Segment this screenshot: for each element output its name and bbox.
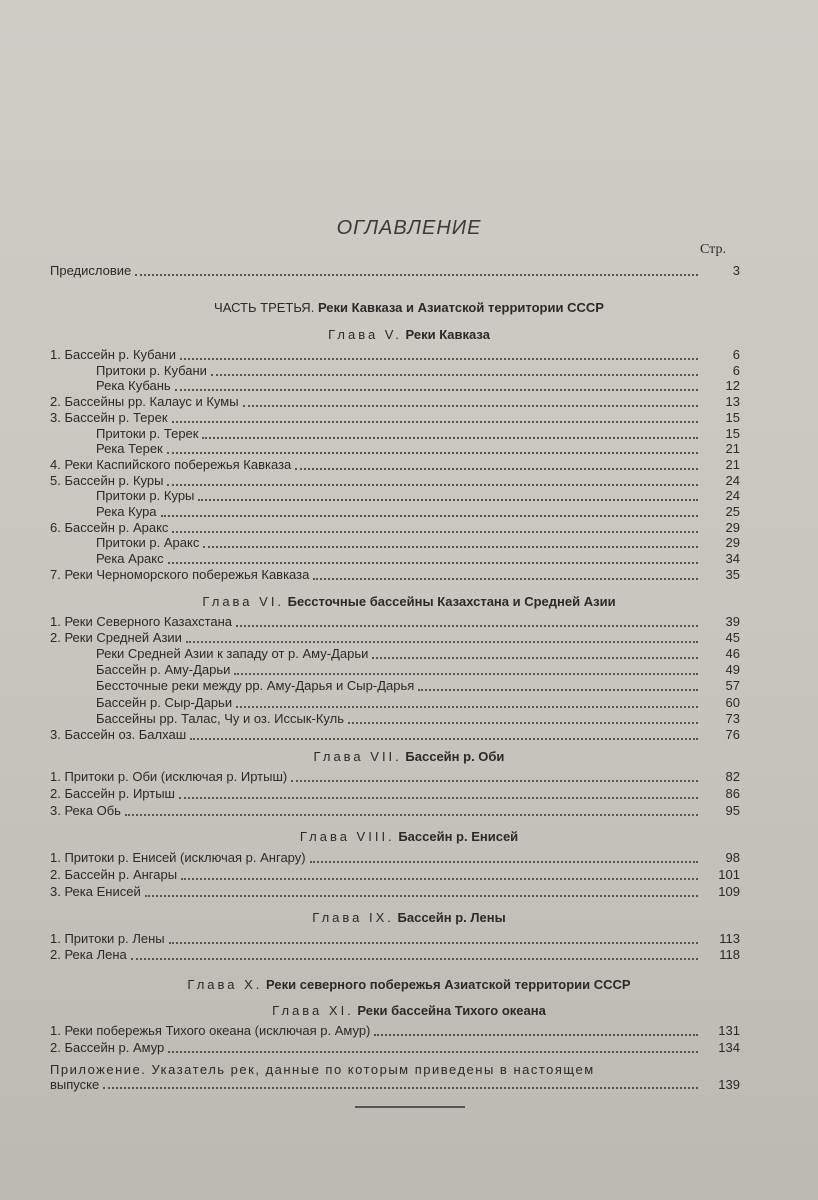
toc-entry-text: 3. Бассейн оз. Балхаш [50,727,187,742]
dot-leader [131,948,698,960]
toc-entry-text: Река Терек [96,441,163,456]
dot-leader [179,787,698,799]
toc-entry [50,614,740,630]
toc-entry-text: 4. Реки Каспийского побережья Кавказа [50,457,292,472]
toc-entry-page: 24 [725,473,740,488]
dot-leader [243,395,698,407]
toc-entry-page: 34 [725,551,740,566]
toc-entry-text: Притоки р. Кубани [96,363,207,378]
toc-entry-page: 109 [718,884,740,899]
toc-entry-page: 35 [725,567,740,582]
toc-entry [96,535,740,551]
toc-entry-text: Река Кубань [96,378,171,393]
toc-entry-page: 25 [725,504,740,519]
toc-entry-text: 3. Река Енисей [50,884,141,899]
dot-leader [168,552,698,564]
toc-entry [96,662,740,678]
toc-entry-page: 6 [732,347,740,362]
toc-entry [96,551,740,567]
toc-entry-page: 95 [725,803,740,818]
toc-entry-page: 98 [725,850,740,865]
chapter-heading: Глава VIII. Бассейн р. Енисей [299,829,519,844]
toc-entry [50,867,740,883]
toc-entry-text: Река Аракс [96,551,164,566]
dot-leader [125,804,698,816]
toc-entry-text: Бассейн р. Аму-Дарьи [96,662,231,677]
toc-entry-page: 21 [725,441,740,456]
dot-leader [198,489,698,501]
toc-entry-text: 1. Притоки р. Лены [50,931,165,946]
dot-leader [374,1024,698,1036]
toc-entry-text: 2. Бассейн р. Иртыш [50,786,175,801]
toc-entry-text: Притоки р. Терек [96,426,199,441]
toc-entry-text: 5. Бассейн р. Куры [50,473,164,488]
dot-leader [172,521,698,533]
dot-leader [175,379,698,391]
toc-entry-text: 2. Бассейн р. Ангары [50,867,178,882]
page-title: ОГЛАВЛЕНИЕ [336,217,482,239]
toc-entry [96,426,740,442]
chapter-heading: Глава IX. Бассейн р. Лены [312,910,506,925]
toc-entry-appendix: Приложение. Указатель рек, данные по которым приведены в настоящем выпуске 139 [50,1062,740,1092]
toc-entry-page: 13 [725,394,740,409]
toc-entry-text: Притоки р. Куры [96,488,195,503]
toc-entry-page: 101 [718,867,740,882]
toc-entry-text: 3. Бассейн р. Терек [50,410,168,425]
toc-entry [50,884,740,900]
toc-entry-page: 49 [725,662,740,677]
toc-entry-text: 1. Реки побережья Тихого океана (исключая р. Амур) [50,1023,371,1038]
toc-entry [96,363,740,379]
toc-entry-text: 2. Река Лена [50,947,127,962]
dot-leader [203,536,698,548]
toc-entry-text: 1. Бассейн р. Кубани [50,347,176,362]
toc-entry-text: 3. Река Обь [50,803,121,818]
toc-entry [50,947,740,963]
toc-entry [96,711,740,727]
toc-entry [50,457,740,473]
dot-leader [418,679,698,691]
toc-entry-text: Притоки р. Аракс [96,535,200,550]
dot-leader [372,647,698,659]
dot-leader [202,427,698,439]
toc-entry-page: 21 [725,457,740,472]
toc-entry-page: 134 [718,1040,740,1055]
toc-entry-text: Бассейны рр. Талас, Чу и оз. Иссык-Куль [96,711,344,726]
toc-entry [50,473,740,489]
toc-entry-preface: Предисловие 3 [50,263,740,278]
toc-entry [96,488,740,504]
toc-entry-text: Бассейн р. Сыр-Дарьи [96,695,233,710]
chapter-heading: Глава VII. Бассейн р. Оби [313,749,505,764]
toc-entry-text: Река Кура [96,504,157,519]
toc-entry [50,769,740,785]
toc-entry-text: Бессточные реки между рр. Аму-Дарья и Сыр-Дарья [96,678,415,693]
toc-entry-text: 1. Реки Северного Казахстана [50,614,233,629]
toc-entry-text: 6. Бассейн р. Аракс [50,520,169,535]
dot-leader [145,885,698,897]
dot-leader [348,712,698,724]
toc-entry-text: 2. Бассейны рр. Калаус и Кумы [50,394,239,409]
divider [355,1106,465,1108]
toc-entry [50,347,740,363]
toc-entry [96,646,740,662]
dot-leader [103,1078,698,1089]
dot-leader [167,442,698,454]
toc-entry-page: 113 [719,931,740,946]
dot-leader [168,1041,698,1053]
page-column-label: Стр. [700,242,726,257]
dot-leader [236,615,698,627]
toc-entry-page: 24 [725,488,740,503]
dot-leader [234,663,698,675]
dot-leader [291,770,698,782]
toc-entry-page: 29 [725,535,740,550]
toc-entry [50,727,740,743]
dot-leader [172,411,698,423]
toc-entry-page: 39 [725,614,740,629]
toc-entry-page: 29 [725,520,740,535]
toc-entry-page: 118 [719,947,740,962]
dot-leader [167,474,698,486]
dot-leader [236,696,698,708]
chapter-heading: Глава X. Реки северного побережья Азиатской территории СССР [187,977,631,992]
toc-entry-text: 1. Притоки р. Енисей (исключая р. Ангару) [50,850,306,865]
toc-entry [50,931,740,947]
toc-entry [96,678,740,694]
toc-entry [50,567,740,583]
toc-entry-page: 76 [725,727,740,742]
toc-entry-page: 12 [725,378,740,393]
toc-entry [50,850,740,866]
toc-entry-page: 86 [725,786,740,801]
toc-entry-text: 2. Бассейн р. Амур [50,1040,165,1055]
toc-entry-page: 15 [725,426,740,441]
toc-entry [96,441,740,457]
toc-entry-text: 7. Реки Черноморского побережья Кавказа [50,567,310,582]
toc-entry [96,695,740,711]
toc-entry [50,803,740,819]
toc-entry-page: 15 [725,410,740,425]
chapter-heading: Глава V. Реки Кавказа [328,327,490,342]
toc-entry-page: 57 [725,678,740,693]
toc-entry-text: 1. Притоки р. Оби (исключая р. Иртыш) [50,769,288,784]
toc-entry-page: 60 [725,695,740,710]
toc-entry-page: 82 [725,769,740,784]
toc-entry-text: Реки Средней Азии к западу от р. Аму-Дарьи [96,646,369,661]
toc-entry-page: 46 [725,646,740,661]
dot-leader [186,631,698,643]
dot-leader [180,348,698,360]
toc-entry-page: 73 [725,711,740,726]
dot-leader [211,364,698,376]
chapter-heading: Глава XI. Реки бассейна Тихого океана [272,1003,546,1018]
toc-entry [96,378,740,394]
toc-entry-page: 131 [718,1023,740,1038]
dot-leader [169,932,698,944]
toc-entry [50,1040,740,1056]
toc-entry [50,394,740,410]
toc-entry-page: 45 [725,630,740,645]
toc-entry [50,520,740,536]
dot-leader [295,458,698,470]
toc-entry [50,786,740,802]
dot-leader [310,851,698,863]
toc-entry-text: 2. Реки Средней Азии [50,630,182,645]
dot-leader [161,505,698,517]
toc-entry-page: 6 [732,363,740,378]
dot-leader [313,568,698,580]
toc-entry [50,630,740,646]
dot-leader [190,728,698,740]
toc-entry [96,504,740,520]
part-heading: ЧАСТЬ ТРЕТЬЯ. Реки Кавказа и Азиатской территории СССР [214,300,604,315]
chapter-heading: Глава VI. Бессточные бассейны Казахстана и Средней Азии [202,594,616,609]
toc-entry [50,410,740,426]
dot-leader [135,264,698,276]
dot-leader [181,868,698,880]
toc-entry [50,1023,740,1039]
